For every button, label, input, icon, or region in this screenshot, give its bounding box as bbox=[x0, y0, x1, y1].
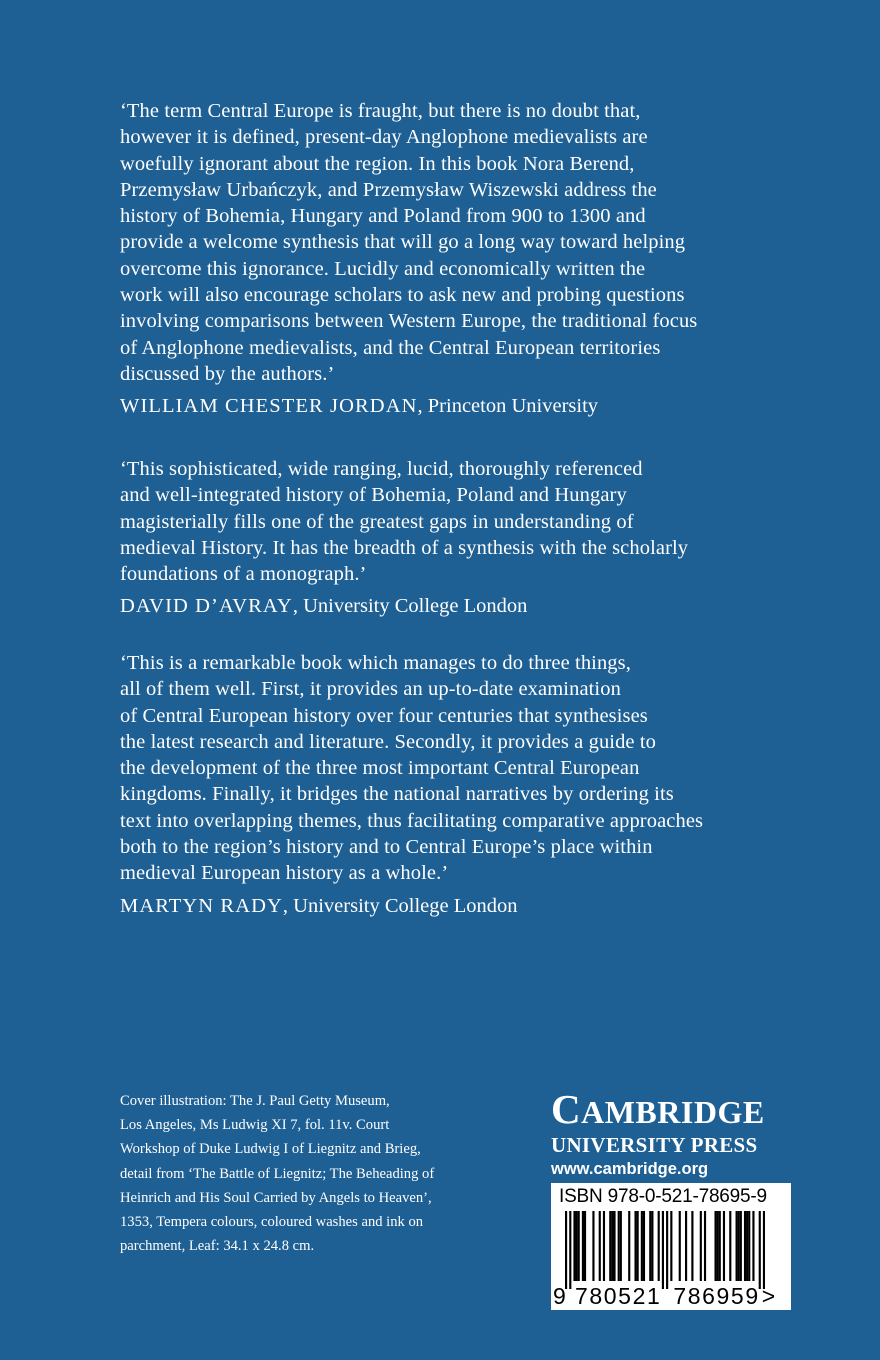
barcode-bar bbox=[582, 1211, 584, 1281]
quote-attribution bbox=[120, 893, 780, 919]
author-affiliation: , University College London bbox=[292, 595, 528, 618]
quote-attribution bbox=[120, 593, 780, 619]
barcode-bar bbox=[752, 1211, 754, 1281]
barcode-bar bbox=[565, 1211, 567, 1289]
cover-illustration-credit: Cover illustration: The J. Paul Getty Museum, Los Angeles, Ms Ludwig XI 7, fol. 11v. Court Workshop of Duke Ludwig I of Liegnitz and Brieg, detail from ‘The Battle of Liegnitz; The Beheading of Heinrich and His Soul Carried by Angels to Heaven’, 1353, Tempera colours, coloured washes and ink on parchment, Leaf: 34.1 x 24.8 cm. bbox=[120, 1093, 435, 1255]
barcode-bar bbox=[748, 1211, 750, 1281]
barcode-bar bbox=[611, 1211, 613, 1281]
quote-jordan bbox=[120, 98, 780, 419]
barcode-bar bbox=[620, 1211, 622, 1281]
barcode-bar bbox=[759, 1211, 761, 1289]
barcode-digit-group-left: 780521 bbox=[575, 1283, 662, 1309]
author-name: MARTYN RADY bbox=[120, 894, 283, 917]
barcode-bar bbox=[584, 1211, 586, 1281]
barcode-digit-group-right: 786959 bbox=[673, 1283, 760, 1309]
barcode-bar bbox=[670, 1211, 672, 1281]
barcode-bar bbox=[714, 1211, 716, 1281]
barcode-bar bbox=[662, 1211, 664, 1289]
publisher-url: www.cambridge.org bbox=[551, 1160, 709, 1178]
barcode-bar bbox=[723, 1211, 725, 1281]
barcode-bar bbox=[746, 1211, 748, 1281]
barcode-bar bbox=[685, 1211, 687, 1281]
barcode-bar bbox=[592, 1211, 594, 1281]
barcode-arrow: > bbox=[761, 1283, 776, 1309]
publisher-logo bbox=[551, 1088, 796, 1181]
barcode-bar bbox=[729, 1211, 731, 1281]
quote-text: ‘This is a remarkable book which manages to do three things, all of them well. First, it provides an up-to-date examination of Central European history over four centuries that synthesises the latest research and literature. Secondly, it provides a guide to the development of the three most important Central European kingdoms. Finally, it bridges the national narratives by ordering its text into overlapping themes, thus facilitating comparative approaches both to the region’s history and to Central Europe’s place within medieval European history as a whole.’ bbox=[120, 652, 704, 885]
barcode-bar bbox=[628, 1211, 630, 1281]
barcode-bar bbox=[578, 1211, 580, 1281]
barcode-bar bbox=[738, 1211, 740, 1281]
isbn-label: ISBN 978-0-521-78695-9 bbox=[559, 1186, 767, 1207]
barcode-bar bbox=[649, 1211, 651, 1281]
author-affiliation: , Princeton University bbox=[417, 395, 599, 418]
barcode-bar bbox=[666, 1211, 668, 1289]
quote-attribution bbox=[120, 393, 780, 419]
barcode-bar bbox=[634, 1211, 636, 1281]
barcode-bar bbox=[700, 1211, 702, 1281]
barcode-bar bbox=[573, 1211, 575, 1281]
barcode-bar bbox=[569, 1211, 571, 1289]
quote-text: ‘The term Central Europe is fraught, but there is no doubt that, however it is defined, present-day Anglophone medievalists are woefully ignorant about the region. In this book Nora Berend, Przemysław Urbańczyk, and Przemysław Wiszewski address the history of Bohemia, Hungary and Poland from 900 to 1300 and provide a welcome synthesis that will go a long way toward helping overcome this ignorance. Lucidly and economically written the work will also encourage scholars to ask new and probing questions involving comparisons between Western Europe, the traditional focus of Anglophone medievalists, and the Central European territories discussed by the authors.’ bbox=[120, 100, 698, 385]
barcode-bars bbox=[565, 1211, 765, 1289]
barcode-bar bbox=[643, 1211, 645, 1281]
barcode-bar bbox=[609, 1211, 611, 1281]
barcode-lead-digit: 9 bbox=[553, 1283, 566, 1309]
barcode-bar bbox=[763, 1211, 765, 1289]
author-affiliation: , University College London bbox=[282, 894, 518, 917]
barcode-bar bbox=[691, 1211, 693, 1281]
author-name: WILLIAM CHESTER JORDAN bbox=[120, 395, 418, 418]
isbn-barcode bbox=[551, 1183, 791, 1310]
barcode-bar bbox=[618, 1211, 620, 1281]
barcode-bar bbox=[658, 1211, 660, 1281]
quote-davray bbox=[120, 456, 780, 619]
barcode-bar bbox=[637, 1211, 639, 1281]
barcode-bar bbox=[717, 1211, 719, 1281]
barcode-bar bbox=[599, 1211, 601, 1281]
barcode-bar bbox=[613, 1211, 615, 1281]
barcode-bar bbox=[641, 1211, 643, 1281]
publisher-subtitle: UNIVERSITY PRESS bbox=[551, 1133, 758, 1157]
barcode-bar bbox=[651, 1211, 653, 1281]
barcode-digits bbox=[553, 1283, 775, 1309]
barcode-bar bbox=[740, 1211, 742, 1281]
barcode-bar bbox=[679, 1211, 681, 1281]
barcode-bar bbox=[736, 1211, 738, 1281]
barcode-bar bbox=[744, 1211, 746, 1281]
publisher-name: CAMBRIDGE bbox=[551, 1086, 765, 1132]
quote-text: ‘This sophisticated, wide ranging, lucid, thoroughly referenced and well-integrated history of Bohemia, Poland and Hungary magisterially fills one of the greatest gaps in understanding of medieval History. It has the breadth of a synthesis with the scholarly foundations of a monograph.’ bbox=[120, 458, 689, 586]
barcode-bar bbox=[704, 1211, 706, 1281]
barcode-bar bbox=[576, 1211, 578, 1281]
barcode-bar bbox=[719, 1211, 721, 1281]
author-name: DAVID D’AVRAY bbox=[120, 595, 293, 618]
barcode-bar bbox=[603, 1211, 605, 1281]
quote-rady bbox=[120, 650, 780, 919]
